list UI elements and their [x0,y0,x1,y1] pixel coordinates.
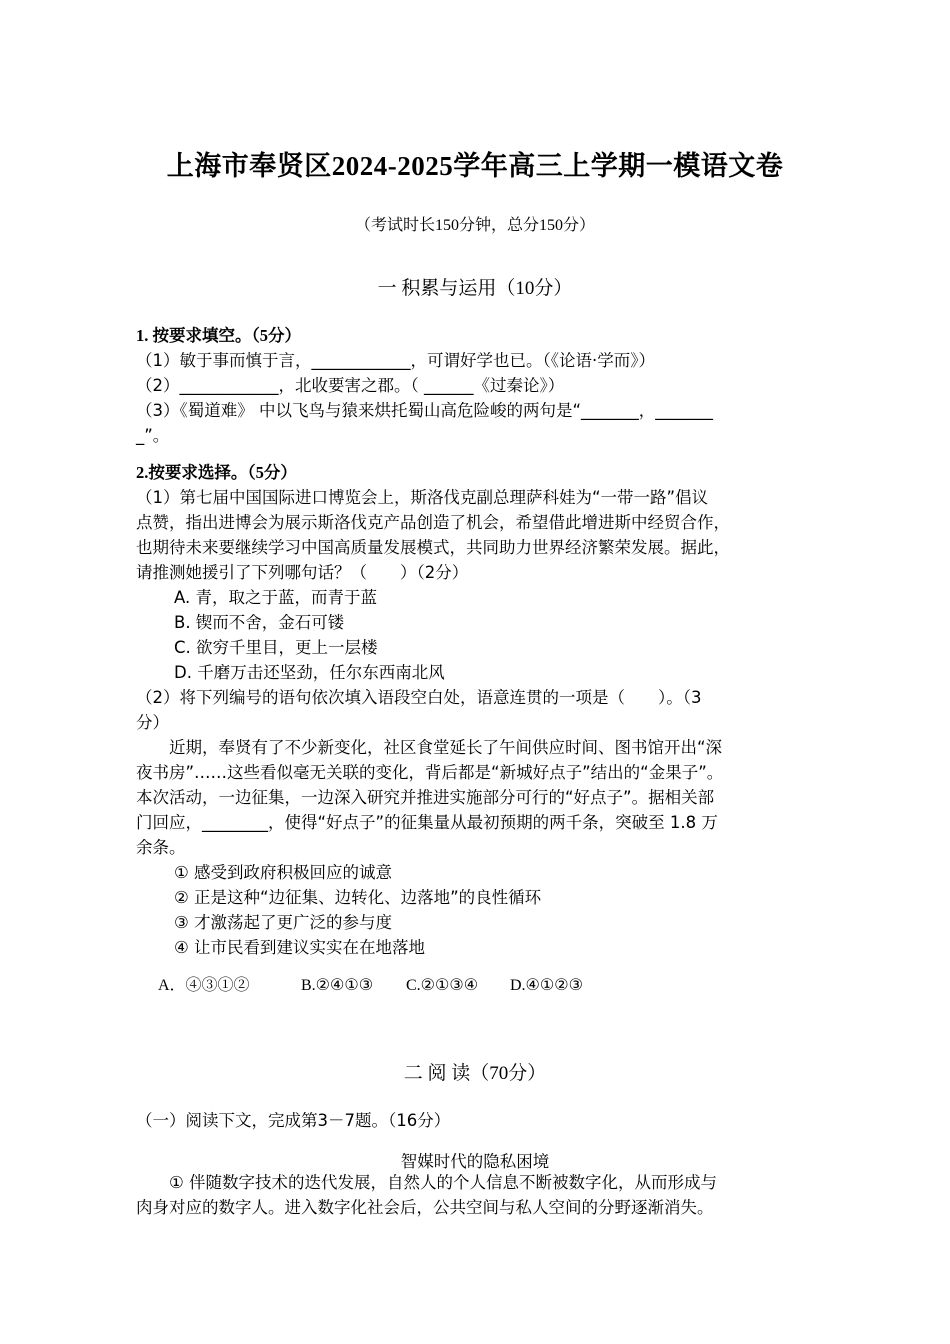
q1-item-3: （3）《蜀道难》 中以飞鸟与猿来烘托蜀山高危险峻的两句是“_______，_______ [136,401,714,420]
numbered-item-4: ④ 让市民看到建议实实在在地落地 [174,938,426,957]
q1-item-1: （1）敏于事而慎于言，____________，可谓好学也已。（《论语·学而》） [136,351,655,370]
passage-line: 本次活动，一边征集，一边深入研究并推进实施部分可行的“好点子”。据相关部 [136,788,715,807]
q2-part1-line: 也期待未来要继续学习中国高质量发展模式，共同助力世界经济繁荣发展。据此， [136,538,730,557]
q2-option-c: C. 欲穷千里目，更上一层楼 [174,638,378,657]
section-2-heading: 二 阅 读（70分） [403,1063,547,1084]
q1-header: 1. 按要求填空。（5分） [136,326,301,345]
q2-part2-line: （2）将下列编号的语句依次填入语段空白处，语意连贯的一项是（ ）。（3 [136,688,702,707]
q2-option-a: A. 青，取之于蓝，而青于蓝 [174,588,377,607]
q2-header: 2.按要求选择。（5分） [136,463,297,482]
answer-option-d: D.④①②③ [510,977,583,994]
q2-answer-options [158,972,583,995]
passage-line: 门回应，________，使得“好点子”的征集量从最初预期的两千条，突破至 1.8 万 [136,813,718,832]
q2-part1-line: （1）第七届中国国际进口博览会上，斯洛伐克副总理萨科娃为“一带一路”倡议 [136,488,709,507]
q2-option-b: B. 锲而不舍，金石可镂 [174,613,345,632]
answer-option-c: C.②①③④ [406,977,479,994]
answer-option-a: A．④③①② [158,977,250,994]
sub1-header: （一）阅读下文，完成第3－7题。（16分） [136,1111,451,1130]
article-line: ① 伴随数字技术的迭代发展，自然人的个人信息不断被数字化，从而形成与 [136,1173,718,1192]
numbered-item-2: ② 正是这种“边征集、边转化、边落地”的良性循环 [174,888,542,907]
q2-part1-line: 请推测她援引了下列哪句话？（ ）（2分） [136,563,469,582]
numbered-item-1: ① 感受到政府积极回应的诚意 [174,863,393,882]
q1-item-3-cont: _”。 [136,426,170,445]
q1-item-2: （2）____________，北收要害之郡。（ ______《过秦论》） [136,376,565,395]
passage-line: 夜书房”……这些看似毫无关联的变化，背后都是“新城好点子”结出的“金果子”。 [136,763,724,782]
article-line: 肉身对应的数字人。进入数字化社会后，公共空间与私人空间的分野逐渐消失。 [136,1198,714,1217]
exam-title: 上海市奉贤区2024-2025学年高三上学期一模语文卷 [166,151,784,181]
answer-option-b: B.②④①③ [301,977,374,994]
q2-part2-line: 分） [136,713,169,732]
q2-part1-line: 点赞，指出进博会为展示斯洛伐克产品创造了机会，希望借此增进斯中经贸合作， [136,513,730,532]
article-title: 智媒时代的隐私困境 [400,1152,550,1171]
exam-subtitle: （考试时长150分钟，总分150分） [354,217,595,234]
passage-line: 近期，奉贤有了不少新变化，社区食堂延长了午间供应时间、图书馆开出“深 [136,738,723,757]
section-1-heading: 一 积累与运用（10分） [377,278,573,299]
numbered-item-3: ③ 才激荡起了更广泛的参与度 [174,913,393,932]
q2-option-d: D. 千磨万击还坚劲，任尔东西南北风 [174,663,445,682]
passage-line: 余条。 [136,838,186,857]
